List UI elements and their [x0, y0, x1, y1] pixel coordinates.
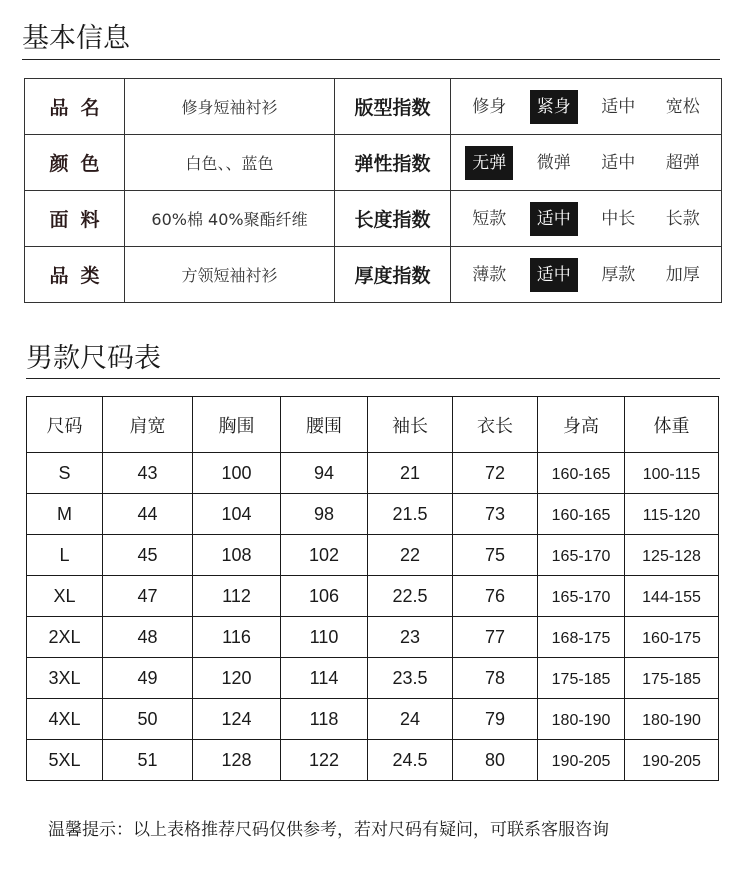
index-options [451, 191, 722, 247]
size-row [27, 699, 719, 740]
size-row [27, 617, 719, 658]
info-value: 修身短袖衬衫 [125, 79, 335, 135]
size-value-cell: 24 [368, 699, 453, 740]
size-column-header: 身高 [538, 397, 625, 453]
size-value-cell: 190-205 [625, 740, 719, 781]
size-value-cell: 47 [103, 576, 193, 617]
size-value-cell: 175-185 [538, 658, 625, 699]
size-value-cell: 160-165 [538, 494, 625, 535]
size-value-cell: 80 [453, 740, 538, 781]
size-row [27, 658, 719, 699]
index-options [451, 247, 722, 303]
size-value-cell: 23.5 [368, 658, 453, 699]
size-chart-table [26, 396, 719, 781]
size-value-cell: 24.5 [368, 740, 453, 781]
size-value-cell: 78 [453, 658, 538, 699]
size-value-cell: 165-170 [538, 576, 625, 617]
info-row [25, 79, 722, 135]
index-label: 厚度指数 [335, 247, 451, 303]
size-value-cell: 190-205 [538, 740, 625, 781]
size-value-cell: 104 [193, 494, 281, 535]
info-row [25, 191, 722, 247]
size-row [27, 494, 719, 535]
index-option: 薄款 [472, 264, 507, 285]
index-label: 弹性指数 [335, 135, 451, 191]
size-row [27, 453, 719, 494]
size-label-cell: M [27, 494, 103, 535]
size-value-cell: 49 [103, 658, 193, 699]
size-chart-divider [26, 378, 720, 379]
index-option: 适中 [601, 96, 636, 117]
info-value: 60%棉 40%聚酯纤维 [125, 191, 335, 247]
info-label: 面料 [25, 191, 125, 247]
size-value-cell: 79 [453, 699, 538, 740]
index-option: 微弹 [536, 152, 571, 173]
size-value-cell: 100-115 [625, 453, 719, 494]
size-value-cell: 44 [103, 494, 193, 535]
size-value-cell: 122 [281, 740, 368, 781]
basic-info-title: 基本信息 [22, 23, 130, 54]
index-option: 宽松 [665, 96, 700, 117]
info-label: 品类 [25, 247, 125, 303]
size-label-cell: L [27, 535, 103, 576]
info-row [25, 135, 722, 191]
index-option: 修身 [472, 96, 507, 117]
size-row [27, 740, 719, 781]
index-options [451, 79, 722, 135]
size-value-cell: 22 [368, 535, 453, 576]
index-option: 短款 [472, 208, 507, 229]
size-value-cell: 51 [103, 740, 193, 781]
size-column-header: 衣长 [453, 397, 538, 453]
size-value-cell: 43 [103, 453, 193, 494]
size-value-cell: 102 [281, 535, 368, 576]
size-value-cell: 114 [281, 658, 368, 699]
size-column-header: 肩宽 [103, 397, 193, 453]
size-value-cell: 110 [281, 617, 368, 658]
size-value-cell: 180-190 [538, 699, 625, 740]
size-value-cell: 180-190 [625, 699, 719, 740]
size-value-cell: 50 [103, 699, 193, 740]
size-value-cell: 124 [193, 699, 281, 740]
size-row [27, 535, 719, 576]
size-value-cell: 106 [281, 576, 368, 617]
size-value-cell: 45 [103, 535, 193, 576]
size-value-cell: 108 [193, 535, 281, 576]
index-option: 厚款 [601, 264, 636, 285]
size-label-cell: XL [27, 576, 103, 617]
index-option: 加厚 [665, 264, 700, 285]
info-value: 方领短袖衬衫 [125, 247, 335, 303]
size-column-header: 尺码 [27, 397, 103, 453]
index-label: 长度指数 [335, 191, 451, 247]
index-option: 中长 [601, 208, 636, 229]
size-value-cell: 115-120 [625, 494, 719, 535]
size-tip-note: 温馨提示：以上表格推荐尺码仅供参考，若对尺码有疑问，可联系客服咨询 [48, 820, 609, 840]
size-row [27, 576, 719, 617]
size-value-cell: 160-165 [538, 453, 625, 494]
size-value-cell: 76 [453, 576, 538, 617]
basic-info-divider [22, 59, 720, 60]
basic-info-table [24, 78, 722, 303]
size-label-cell: 4XL [27, 699, 103, 740]
size-value-cell: 168-175 [538, 617, 625, 658]
index-label: 版型指数 [335, 79, 451, 135]
size-value-cell: 100 [193, 453, 281, 494]
info-label: 颜色 [25, 135, 125, 191]
size-column-header: 腰围 [281, 397, 368, 453]
index-option-selected: 紧身 [530, 90, 578, 124]
size-value-cell: 23 [368, 617, 453, 658]
size-value-cell: 125-128 [625, 535, 719, 576]
size-chart-title: 男款尺码表 [26, 343, 161, 374]
size-value-cell: 98 [281, 494, 368, 535]
info-row [25, 247, 722, 303]
size-value-cell: 118 [281, 699, 368, 740]
index-option-selected: 适中 [530, 202, 578, 236]
size-column-header: 胸围 [193, 397, 281, 453]
size-value-cell: 120 [193, 658, 281, 699]
size-label-cell: 5XL [27, 740, 103, 781]
size-value-cell: 128 [193, 740, 281, 781]
size-value-cell: 73 [453, 494, 538, 535]
size-value-cell: 94 [281, 453, 368, 494]
size-value-cell: 21.5 [368, 494, 453, 535]
size-column-header: 袖长 [368, 397, 453, 453]
size-value-cell: 112 [193, 576, 281, 617]
size-value-cell: 175-185 [625, 658, 719, 699]
index-option: 适中 [601, 152, 636, 173]
size-value-cell: 160-175 [625, 617, 719, 658]
info-value: 白色、、蓝色 [125, 135, 335, 191]
size-label-cell: 2XL [27, 617, 103, 658]
size-value-cell: 116 [193, 617, 281, 658]
size-value-cell: 22.5 [368, 576, 453, 617]
index-option-selected: 无弹 [465, 146, 513, 180]
size-value-cell: 165-170 [538, 535, 625, 576]
size-value-cell: 75 [453, 535, 538, 576]
info-label: 品名 [25, 79, 125, 135]
size-value-cell: 21 [368, 453, 453, 494]
size-value-cell: 72 [453, 453, 538, 494]
size-chart-header-row [27, 397, 719, 453]
size-label-cell: 3XL [27, 658, 103, 699]
size-column-header: 体重 [625, 397, 719, 453]
index-options [451, 135, 722, 191]
index-option: 超弹 [665, 152, 700, 173]
size-label-cell: S [27, 453, 103, 494]
size-value-cell: 48 [103, 617, 193, 658]
index-option-selected: 适中 [530, 258, 578, 292]
size-value-cell: 77 [453, 617, 538, 658]
size-value-cell: 144-155 [625, 576, 719, 617]
index-option: 长款 [665, 208, 700, 229]
